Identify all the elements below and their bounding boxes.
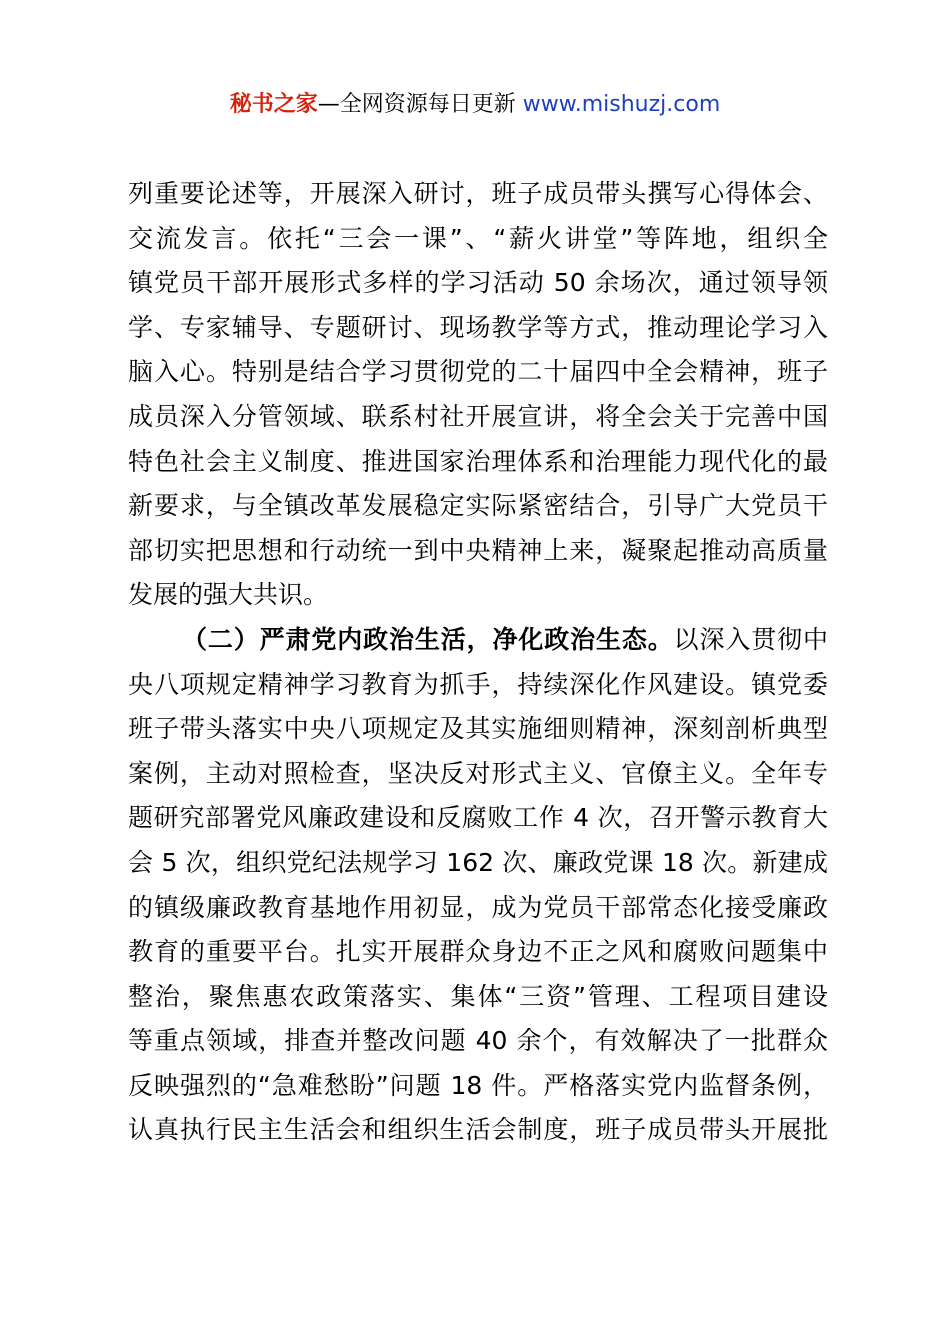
text-line: 部切实把思想和行动统一到中央精神上来，凝聚起推动高质量 (128, 535, 828, 565)
paragraph-2 (128, 618, 828, 1153)
text-line: 教育的重要平台。扎实开展群众身边不正之风和腐败问题集中 (128, 937, 828, 967)
text-line: 特色社会主义制度、推进国家治理体系和治理能力现代化的最 (128, 446, 828, 476)
text-line: 等重点领域，排查并整改问题 40 余个，有效解决了一批群众 (128, 1026, 828, 1056)
text-fragment: 以深入贯彻中 (673, 624, 828, 654)
site-url-link[interactable]: www.mishuzj.com (522, 92, 721, 117)
text-line: 学、专家辅导、专题研讨、现场教学等方式，推动理论学习入 (128, 312, 828, 342)
text-line: 新要求，与全镇改革发展稳定实际紧密结合，引导广大党员干 (128, 491, 828, 521)
section-heading-line (128, 618, 828, 663)
text-line: 认真执行民主生活会和组织生活会制度，班子成员带头开展批 (128, 1115, 828, 1145)
brand-name: 秘书之家 (229, 92, 318, 117)
text-line: 脑入心。特别是结合学习贯彻党的二十届四中全会精神，班子 (128, 357, 828, 387)
text-line: 央八项规定精神学习教育为抓手，持续深化作风建设。镇党委 (128, 669, 828, 699)
section-heading: （二）严肃党内政治生活，净化政治生态。 (182, 624, 674, 654)
document-body (128, 172, 828, 1153)
text-line: 反映强烈的“急难愁盼”问题 18 件。严格落实党内监督条例， (128, 1070, 828, 1100)
text-line: 成员深入分管领域、联系村社开展宣讲，将全会关于完善中国 (128, 401, 828, 431)
text-line: 题研究部署党风廉政建设和反腐败工作 4 次，召开警示教育大 (128, 803, 828, 833)
text-line: 列重要论述等，开展深入研讨，班子成员带头撰写心得体会、 (128, 179, 828, 208)
text-line: 交流发言。依托“三会一课”、“薪火讲堂”等阵地，组织全 (128, 223, 828, 253)
header-tagline: —全网资源每日更新 (317, 92, 523, 117)
text-line: 整治，聚焦惠农政策落实、集体“三资”管理、工程项目建设 (128, 981, 828, 1011)
text-line: 会 5 次，组织党纪法规学习 162 次、廉政党课 18 次。新建成 (128, 847, 828, 877)
text-line: 班子带头落实中央八项规定及其实施细则精神，深刻剖析典型 (128, 714, 828, 744)
text-line: 镇党员干部开展形式多样的学习活动 50 余场次，通过领导领 (128, 268, 828, 298)
text-line: 的镇级廉政教育基地作用初显，成为党员干部常态化接受廉政 (128, 892, 828, 922)
paragraph-1 (128, 172, 828, 618)
text-line: 案例，主动对照检查，坚决反对形式主义、官僚主义。全年专 (128, 758, 828, 788)
page-header (0, 88, 950, 122)
text-line: 发展的强大共识。 (128, 580, 329, 610)
